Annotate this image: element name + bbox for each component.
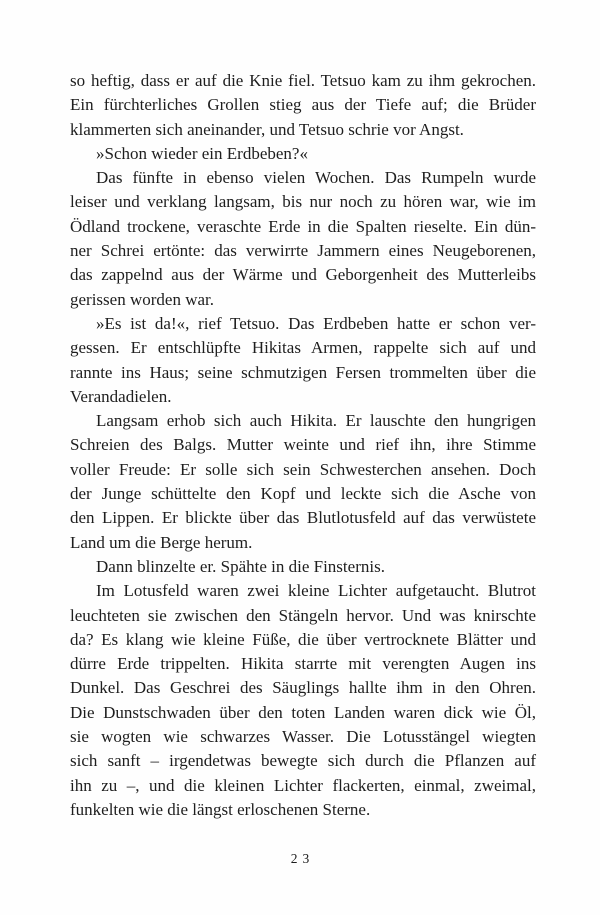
text-line: gerissen worden war. [70, 289, 214, 309]
text-line: Die Dunstschwaden über den toten Landen waren dick wie Öl, [70, 702, 536, 722]
text-line: Schreien des Balgs. Mutter weinte und rief ihn, ihre Stimme [70, 435, 536, 455]
text-line: leuchteten sie zwischen den Stängeln hervor. Und was knirschte [70, 605, 536, 625]
text-line: leiser und verklang langsam, bis nur noch zu hören war, wie im [70, 192, 536, 212]
paragraph [70, 579, 536, 822]
text-line: sich sanft – irgendetwas bewegte sich durch die Pflanzen auf [70, 751, 536, 771]
text-line: »Es ist da!«, rief Tetsuo. Das Erdbeben hatte er schon ver- [96, 313, 536, 333]
paragraph [70, 555, 536, 579]
text-line: Dunkel. Das Geschrei des Säuglings hallte ihm in den Ohren. [70, 678, 536, 698]
text-line: voller Freude: Er solle sich sein Schwesterchen ansehen. Doch [70, 459, 536, 479]
text-line: ner Schrei ertönte: das verwirrte Jammern eines Neugeborenen, [70, 241, 536, 261]
paragraph [70, 166, 536, 312]
text-line: »Schon wieder ein Erdbeben?« [96, 143, 308, 163]
text-line: Im Lotusfeld waren zwei kleine Lichter aufgetaucht. Blutrot [96, 581, 536, 601]
text-line: den Lippen. Er blickte über das Blutlotusfeld auf das verwüstete [70, 508, 536, 528]
text-line: gessen. Er entschlüpfte Hikitas Armen, rappelte sich auf und [70, 338, 536, 358]
paragraph [70, 312, 536, 409]
text-line: Dann blinzelte er. Spähte in die Finsternis. [96, 556, 385, 576]
text-line: rannte ins Haus; seine schmutzigen Fersen trommelten über die [70, 362, 536, 382]
paragraph [70, 69, 536, 142]
text-line: Ödland trockene, veraschte Erde in die Spalten rieselte. Ein dün- [70, 216, 536, 236]
paragraph [70, 142, 536, 166]
text-line: dürre Erde trippelten. Hikita starrte mit verengten Augen ins [70, 654, 536, 674]
page-number: 23 [290, 851, 315, 866]
text-line: da? Es klang wie kleine Füße, die über vertrocknete Blätter und [70, 629, 536, 649]
text-line: klammerten sich aneinander, und Tetsuo schrie vor Angst. [70, 119, 464, 139]
text-line: Langsam erhob sich auch Hikita. Er lauschte den hungrigen [96, 411, 536, 431]
text-line: der Junge schüttelte den Kopf und leckte sich die Asche von [70, 484, 536, 504]
paragraph [70, 409, 536, 555]
text-line: Land um die Berge herum. [70, 532, 253, 552]
text-line: das zappelnd aus der Wärme und Geborgenheit des Mutterleibs [70, 265, 536, 285]
text-line: ihn zu –, und die kleinen Lichter flackerten, einmal, zweimal, [70, 775, 536, 795]
text-line: so heftig, dass er auf die Knie fiel. Tetsuo kam zu ihm gekrochen. [70, 71, 536, 90]
page-text [70, 69, 536, 822]
text-line: Ein fürchterliches Grollen stieg aus der Tiefe auf; die Brüder [70, 95, 536, 115]
text-line: Das fünfte in ebenso vielen Wochen. Das Rumpeln wurde [96, 168, 536, 188]
text-line: sie wogten wie schwarzes Wasser. Die Lotusstängel wiegten [70, 727, 536, 747]
text-line: funkelten wie die längst erloschenen Sterne. [70, 799, 371, 819]
text-line: Verandadielen. [70, 386, 172, 406]
